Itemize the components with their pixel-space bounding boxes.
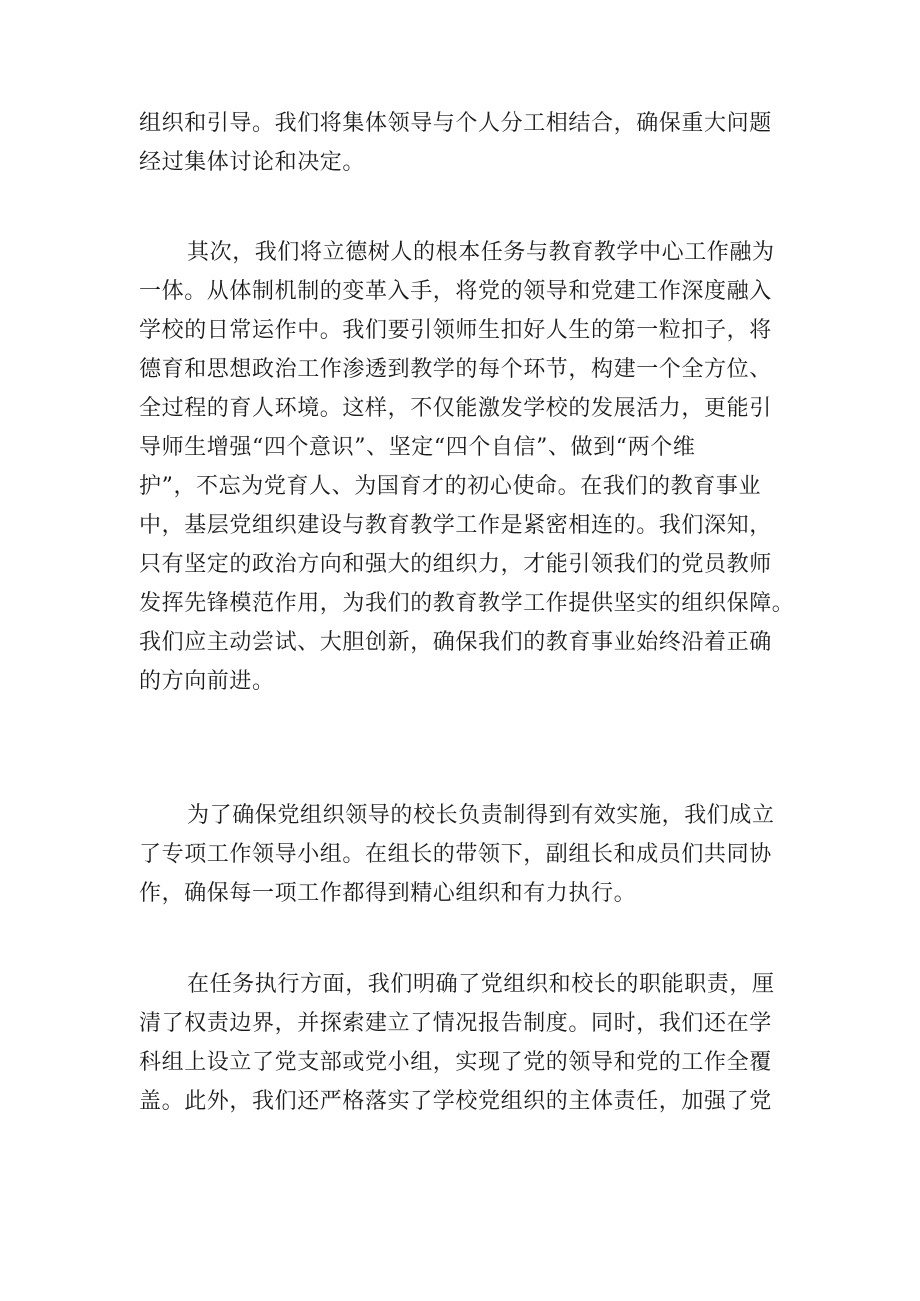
text-line: 作，确保每一项工作都得到精心组织和有力执行。 [139, 881, 637, 906]
text-line: 护”，不忘为党育人、为国育才的初心使命。在我们的教育事业 [139, 474, 762, 499]
text-line: 只有坚定的政治方向和强大的组织力，才能引领我们的党员教师 [139, 552, 772, 577]
text-line: 一体。从体制机制的变革入手，将党的领导和党建工作深度融入 [139, 279, 772, 304]
text-line: 其次，我们将立德树人的根本任务与教育教学中心工作融为 [187, 240, 775, 265]
text-line: 中，基层党组织建设与教育教学工作是紧密相连的。我们深知， [139, 513, 772, 538]
text-line: 学校的日常运作中。我们要引领师生扣好人生的第一粒扣子，将 [139, 318, 772, 343]
text-line: 导师生增强“四个意识”、坚定“四个自信”、做到“两个维 [139, 435, 696, 460]
text-line: 了专项工作领导小组。在组长的带领下，副组长和成员们共同协 [139, 842, 772, 867]
text-line: 发挥先锋模范作用，为我们的教育教学工作提供坚实的组织保障。 [139, 591, 795, 616]
text-line: 组织和引导。我们将集体领导与个人分工相结合，确保重大问题 [139, 111, 772, 136]
paragraph-3 [139, 796, 789, 913]
text-line: 经过集体讨论和决定。 [139, 150, 366, 175]
text-line: 的方向前进。 [139, 669, 275, 694]
text-line: 为了确保党组织领导的校长负责制得到有效实施，我们成立 [187, 803, 775, 828]
text-line: 清了权责边界，并探索建立了情况报告制度。同时，我们还在学 [139, 1011, 772, 1036]
paragraph-1 [139, 104, 789, 182]
text-line: 德育和思想政治工作渗透到教学的每个环节，构建一个全方位、 [139, 357, 772, 382]
text-line: 在任务执行方面，我们明确了党组织和校长的职能职责，厘 [187, 972, 775, 997]
text-line: 全过程的育人环境。这样，不仅能激发学校的发展活力，更能引 [139, 396, 772, 421]
text-line: 我们应主动尝试、大胆创新，确保我们的教育事业始终沿着正确 [139, 630, 772, 655]
paragraph-2 [139, 233, 795, 701]
text-line: 盖。此外，我们还严格落实了学校党组织的主体责任，加强了党 [139, 1089, 772, 1114]
paragraph-4 [139, 965, 789, 1121]
text-line: 科组上设立了党支部或党小组，实现了党的领导和党的工作全覆 [139, 1050, 772, 1075]
